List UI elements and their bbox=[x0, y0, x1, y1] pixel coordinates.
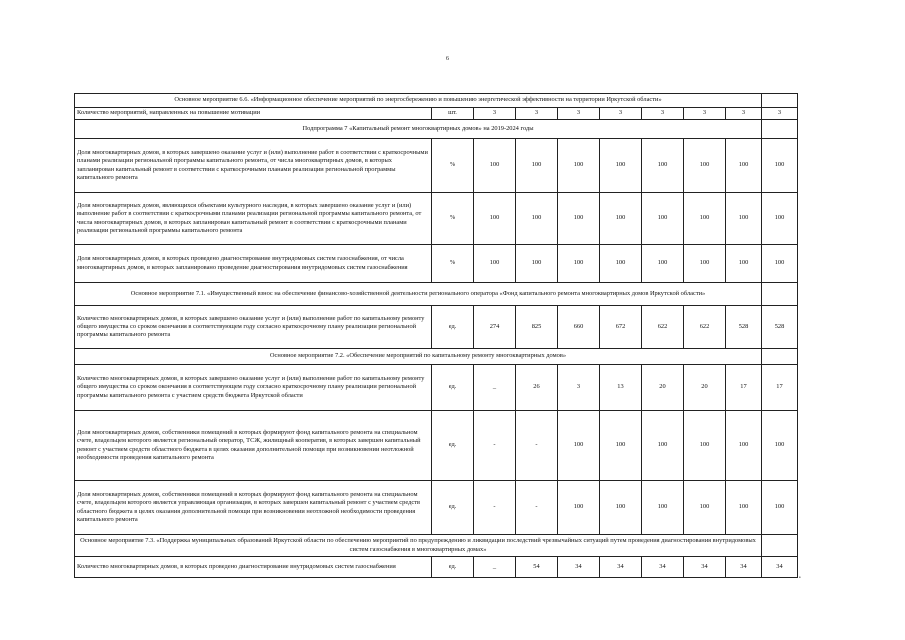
indicator-value: 660 bbox=[558, 306, 600, 349]
indicator-value: 100 bbox=[642, 481, 684, 535]
indicator-value: 26 bbox=[516, 365, 558, 411]
indicator-unit: ед. bbox=[432, 411, 474, 481]
indicator-value: 3 bbox=[516, 108, 558, 120]
indicator-unit: ед. bbox=[432, 481, 474, 535]
section-tail-cell bbox=[762, 120, 798, 139]
indicator-row bbox=[75, 365, 798, 411]
indicator-value: 100 bbox=[516, 139, 558, 193]
indicator-value: 17 bbox=[726, 365, 762, 411]
indicator-name: Доля многоквартирных домов, в которых завершено оказание услуг и (или) выполнение работ в соответствии с краткосрочными планами реализации региональной программы капитального ремонта, от числа многоквартирных домов, в которых запланирован капитальный ремонт в соответствии с краткосрочными планами реализации региональной программы капитального ремонта bbox=[75, 139, 432, 193]
indicator-name: Количество многоквартирных домов, в которых проведено диагностирование внутридомовых систем газоснабжения bbox=[75, 557, 432, 578]
indicator-value: - bbox=[516, 481, 558, 535]
indicator-name: Количество мероприятий, направленных на повышение мотивации bbox=[75, 108, 432, 120]
indicator-value: 672 bbox=[600, 306, 642, 349]
section-heading: Основное мероприятие 7.1. «Имущественный взнос на обеспечение финансово-хозяйственной деятельности регионального оператора «Фонд капитального ремонта многоквартирных домов Иркутской области» bbox=[75, 283, 762, 306]
indicator-value: 3 bbox=[558, 108, 600, 120]
indicator-value: 100 bbox=[642, 193, 684, 245]
indicator-unit: % bbox=[432, 139, 474, 193]
indicator-value: 100 bbox=[600, 481, 642, 535]
indicator-value: 100 bbox=[558, 139, 600, 193]
indicator-value: 34 bbox=[726, 557, 762, 578]
section-tail-cell bbox=[762, 349, 798, 365]
indicator-value: 3 bbox=[474, 108, 516, 120]
indicator-value: 34 bbox=[642, 557, 684, 578]
indicator-unit: ед. bbox=[432, 557, 474, 578]
indicator-value: 100 bbox=[600, 245, 642, 283]
indicator-value: 34 bbox=[762, 557, 798, 578]
indicator-value: 3 bbox=[726, 108, 762, 120]
indicator-value: 100 bbox=[474, 139, 516, 193]
indicator-value: 100 bbox=[726, 193, 762, 245]
indicator-name: Доля многоквартирных домов, являющихся объектами культурного наследия, в которых завершено оказание услуг и (или) выполнение работ в соответствии с краткосрочными планами реализации региональной программы капитального ремонта, от числа многоквартирных домов, в которых запланирован капитальный ремонт в соответствии с краткосрочными планами реализации региональной программы капитального ремонта bbox=[75, 193, 432, 245]
indicator-value: 100 bbox=[684, 193, 726, 245]
indicator-value: 622 bbox=[684, 306, 726, 349]
section-row bbox=[75, 94, 798, 108]
indicator-value: 528 bbox=[762, 306, 798, 349]
indicator-value: 100 bbox=[600, 139, 642, 193]
indicator-value: 3 bbox=[684, 108, 726, 120]
indicator-value: 100 bbox=[762, 481, 798, 535]
indicator-value: 100 bbox=[684, 139, 726, 193]
indicator-value: 100 bbox=[762, 411, 798, 481]
indicator-name: Количество многоквартирных домов, в которых завершено оказание услуг и (или) выполнение работ по капитальному ремонту общего имущества со сроком окончания в соответствующем году согласно краткосрочному плану реализации региональной программы капитального ремонта bbox=[75, 306, 432, 349]
section-tail-cell bbox=[762, 94, 798, 108]
indicator-value: 100 bbox=[558, 411, 600, 481]
indicator-row bbox=[75, 557, 798, 578]
section-row bbox=[75, 349, 798, 365]
indicator-value: 100 bbox=[642, 411, 684, 481]
indicator-value: - bbox=[516, 411, 558, 481]
indicator-value: 100 bbox=[516, 245, 558, 283]
indicator-value: 100 bbox=[684, 245, 726, 283]
indicator-row bbox=[75, 411, 798, 481]
section-heading: Подпрограмма 7 «Капитальный ремонт многоквартирных домов» на 2019-2024 годы bbox=[75, 120, 762, 139]
indicator-row bbox=[75, 139, 798, 193]
indicator-value: 100 bbox=[762, 139, 798, 193]
indicator-name: Доля многоквартирных домов, в которых проведено диагностирование внутридомовых систем газоснабжения, от числа многоквартирных домов, в которых запланировано проведение диагностирования внутридомовых систем газоснабжения bbox=[75, 245, 432, 283]
indicator-value: 100 bbox=[474, 245, 516, 283]
indicator-value: 100 bbox=[558, 245, 600, 283]
indicator-value: _ bbox=[474, 557, 516, 578]
indicator-row bbox=[75, 306, 798, 349]
indicator-value: - bbox=[474, 411, 516, 481]
indicator-value: 100 bbox=[726, 411, 762, 481]
indicator-value: 3 bbox=[762, 108, 798, 120]
indicator-value: - bbox=[474, 481, 516, 535]
indicator-value: 100 bbox=[516, 193, 558, 245]
section-heading: Основное мероприятие 7.3. «Поддержка муниципальных образований Иркутской области по обеспечению мероприятий по предупреждению и ликвидации последствий чрезвычайных ситуаций путем проведения диагностирования внутридомовых систем газоснабжения в многоквартирных домах» bbox=[75, 535, 762, 557]
section-row bbox=[75, 283, 798, 306]
indicator-value: 34 bbox=[558, 557, 600, 578]
section-tail-cell bbox=[762, 535, 798, 557]
indicator-value: 100 bbox=[726, 481, 762, 535]
indicator-unit: % bbox=[432, 193, 474, 245]
indicator-value: 100 bbox=[600, 193, 642, 245]
indicator-value: 3 bbox=[558, 365, 600, 411]
indicator-name: Количество многоквартирных домов, в которых завершено оказание услуг и (или) выполнение работ по капитальному ремонту общего имущества со сроком окончания в соответствующем году согласно краткосрочному плану реализации региональной программы капитального ремонта с участием средств бюджета Иркутской области bbox=[75, 365, 432, 411]
indicator-value: 825 bbox=[516, 306, 558, 349]
indicator-value: 100 bbox=[474, 193, 516, 245]
indicator-value: 34 bbox=[600, 557, 642, 578]
indicator-value: 100 bbox=[684, 481, 726, 535]
indicator-value: 100 bbox=[642, 245, 684, 283]
section-heading: Основное мероприятие 7.2. «Обеспечение мероприятий по капитальному ремонту многоквартирных домов» bbox=[75, 349, 762, 365]
indicators-table bbox=[74, 93, 798, 578]
indicator-value: 100 bbox=[762, 245, 798, 283]
indicator-value: 100 bbox=[726, 245, 762, 283]
margin-mark: • bbox=[799, 576, 801, 581]
section-tail-cell bbox=[762, 283, 798, 306]
section-row bbox=[75, 120, 798, 139]
indicator-value: 3 bbox=[600, 108, 642, 120]
indicator-value: 20 bbox=[642, 365, 684, 411]
page-number: 6 bbox=[446, 56, 449, 62]
section-row bbox=[75, 535, 798, 557]
indicator-value: 528 bbox=[726, 306, 762, 349]
indicator-row bbox=[75, 481, 798, 535]
indicator-value: 20 bbox=[684, 365, 726, 411]
indicator-value: 100 bbox=[684, 411, 726, 481]
indicator-name: Доля многоквартирных домов, собственники помещений в которых формируют фонд капитального ремонта на специальном счете, владельцем которого является региональный оператор, ТСЖ, жилищный кооператив, в которых завершен капитальный ремонт с участием средств областного бюджета в целях оказания дополнительной помощи при возникновении неотложной необходимости проведения капитального ремонта bbox=[75, 411, 432, 481]
section-heading: Основное мероприятие 6.6. «Информационное обеспечение мероприятий по энергосбережению и повышению энергетической эффективности на территории Иркутской области» bbox=[75, 94, 762, 108]
indicator-unit: ед. bbox=[432, 365, 474, 411]
indicator-unit: шт. bbox=[432, 108, 474, 120]
indicator-row bbox=[75, 193, 798, 245]
indicator-value: 100 bbox=[558, 481, 600, 535]
indicator-value: _ bbox=[474, 365, 516, 411]
indicator-value: 54 bbox=[516, 557, 558, 578]
indicator-value: 100 bbox=[600, 411, 642, 481]
indicator-unit: ед. bbox=[432, 306, 474, 349]
indicator-row bbox=[75, 245, 798, 283]
indicator-value: 100 bbox=[558, 193, 600, 245]
indicator-value: 622 bbox=[642, 306, 684, 349]
indicator-value: 17 bbox=[762, 365, 798, 411]
indicator-value: 100 bbox=[726, 139, 762, 193]
indicator-name: Доля многоквартирных домов, собственники помещений в которых формируют фонд капитального ремонта на специальном счете, владельцем которого является управляющая организация, в которых завершен капитальный ремонт с участием средств областного бюджета в целях оказания дополнительной помощи при возникновении неотложной необходимости проведения капитального ремонта bbox=[75, 481, 432, 535]
indicator-value: 100 bbox=[762, 193, 798, 245]
indicator-unit: % bbox=[432, 245, 474, 283]
indicator-row bbox=[75, 108, 798, 120]
indicator-value: 274 bbox=[474, 306, 516, 349]
indicator-value: 3 bbox=[642, 108, 684, 120]
indicator-value: 100 bbox=[642, 139, 684, 193]
indicator-value: 13 bbox=[600, 365, 642, 411]
indicator-value: 34 bbox=[684, 557, 726, 578]
